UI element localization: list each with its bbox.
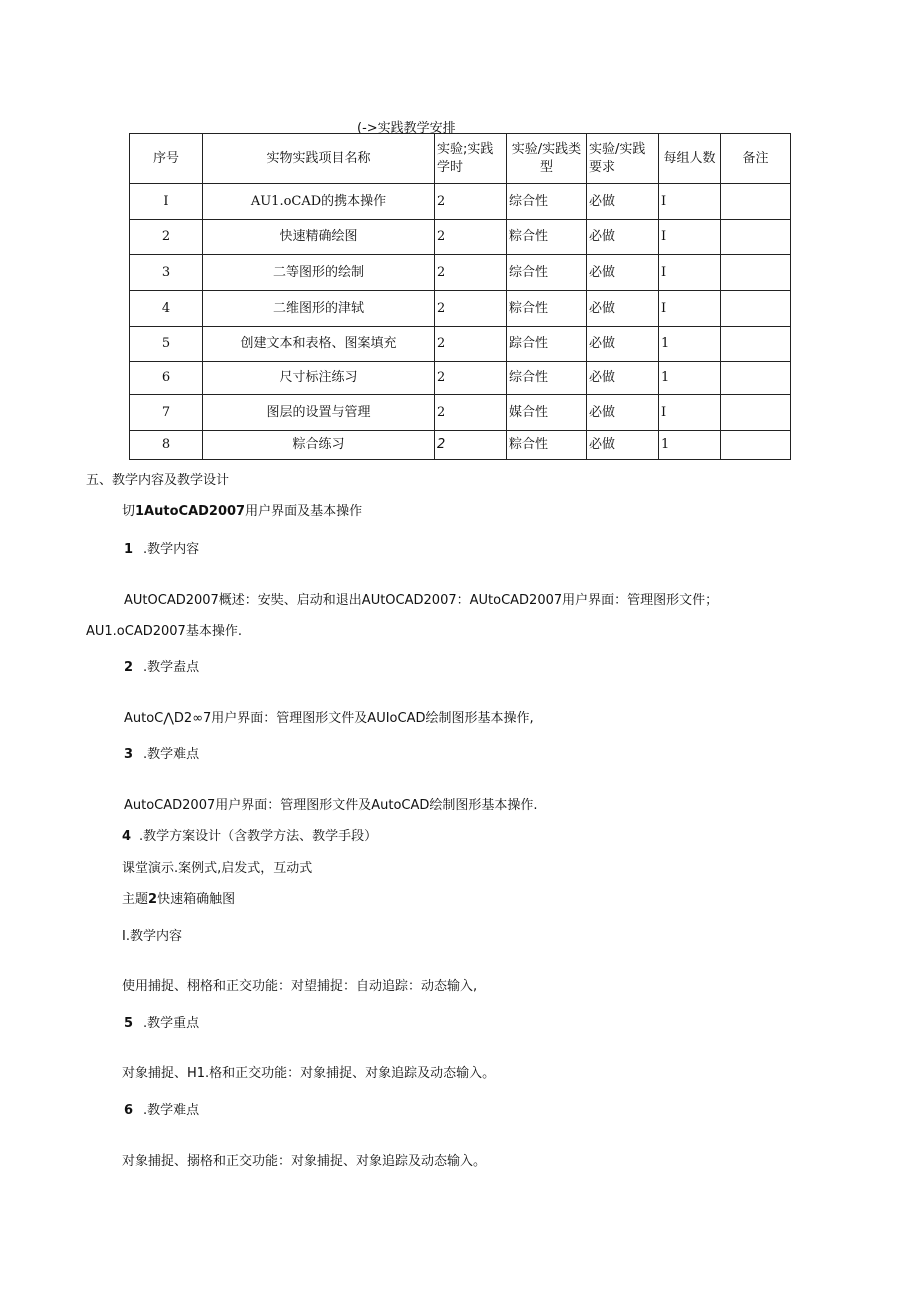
topic1-title-bold: 1AutoCAD2007 (135, 504, 246, 519)
row-remarks (721, 395, 791, 431)
table-header-row (130, 134, 791, 184)
row-requirement: 必做 (587, 184, 659, 220)
topic2-difficulty-num: 6 (124, 1103, 134, 1118)
row-requirement: 必做 (587, 362, 659, 395)
row-remarks (721, 291, 791, 327)
topic1-design-text: 课堂演示.案例式,启发式，互动式 (122, 861, 313, 876)
topic2-key-label: .教学重点 (143, 1016, 200, 1031)
table-caption: (->实践教学安排 (357, 121, 456, 136)
topic1-title (122, 500, 362, 519)
row-index: 4 (130, 291, 203, 327)
header-index: 序号 (130, 134, 203, 184)
row-hours: 2 (435, 431, 507, 460)
topic1-design-label: .教学方案设计（含教学方法、教学手段） (139, 829, 378, 844)
header-requirement: 实验/实践要求 (587, 134, 659, 184)
row-remarks (721, 184, 791, 220)
topic1-title-prefix: 切 (122, 504, 136, 519)
row-group-size: I (659, 255, 721, 291)
row-requirement: 必做 (587, 291, 659, 327)
row-group-size: 1 (659, 431, 721, 460)
row-index: 3 (130, 255, 203, 291)
topic2-difficulty-text: 对象捕捉、搦格和正交功能：对象捕捉、对象追踪及动态输入。 (122, 1154, 487, 1169)
topic2-title-prefix: 主题 (122, 892, 149, 907)
topic1-difficulty-label: .教学难点 (143, 747, 200, 762)
table-row (130, 291, 791, 327)
topic1-key-label: .教学盍点 (143, 660, 200, 675)
row-hours: 2 (435, 327, 507, 362)
topic1-content-num: 1 (124, 542, 134, 557)
topic2-content-heading: I.教学内容 (122, 929, 182, 944)
row-group-size: 1 (659, 327, 721, 362)
header-hours: 实验;实践学时 (435, 134, 507, 184)
row-index: 2 (130, 220, 203, 255)
row-requirement: 必做 (587, 255, 659, 291)
topic2-title-bold: 2 (148, 892, 158, 907)
practice-schedule-table (129, 133, 791, 460)
row-remarks (721, 362, 791, 395)
topic2-title-rest: 快速箱确触图 (157, 892, 236, 907)
table-row (130, 395, 791, 431)
row-requirement: 必做 (587, 220, 659, 255)
row-remarks (721, 431, 791, 460)
row-index: 8 (130, 431, 203, 460)
topic1-difficulty-heading (124, 743, 199, 762)
topic2-key-num: 5 (124, 1016, 134, 1031)
row-hours: 2 (435, 291, 507, 327)
topic1-content-line2: AU1.oCAD2007基本操作. (86, 624, 242, 639)
topic1-difficulty-text: AutoCAD2007用户界面：管理图形文件及AutoCAD绘制图形基本操作. (124, 798, 538, 813)
row-hours: 2 (435, 220, 507, 255)
topic1-title-rest: 用户界面及基本操作 (245, 504, 363, 519)
topic1-content-heading (124, 538, 199, 557)
topic2-difficulty-heading (124, 1099, 199, 1118)
header-type: 实验/实践类型 (507, 134, 587, 184)
row-hours: 2 (435, 362, 507, 395)
topic1-design-heading (122, 825, 377, 844)
topic1-design-num: 4 (122, 829, 132, 844)
row-group-size: I (659, 291, 721, 327)
row-hours: 2 (435, 255, 507, 291)
topic1-content-line1: AUtOCAD2007概述：安奘、启动和退出AUtOCAD2007：AUtoCAD2007用户界面：管理图形文件； (124, 593, 719, 608)
topic1-key-num: 2 (124, 660, 134, 675)
row-remarks (721, 327, 791, 362)
row-remarks (721, 220, 791, 255)
row-group-size: 1 (659, 362, 721, 395)
row-project-name: 创建文本和表格、图案填充 (203, 327, 435, 362)
table-row (130, 431, 791, 460)
row-project-name: 尺寸标注练习 (203, 362, 435, 395)
topic2-key-heading (124, 1012, 199, 1031)
header-remarks: 备注 (721, 134, 791, 184)
header-project-name: 实物实践项目名称 (203, 134, 435, 184)
row-type: 踪合性 (507, 327, 587, 362)
row-index: I (130, 184, 203, 220)
table-row (130, 220, 791, 255)
row-project-name: 图层的设置与管理 (203, 395, 435, 431)
row-group-size: I (659, 184, 721, 220)
topic2-key-text: 对象捕捉、H1.格和正交功能：对象捕捉、对象追踪及动态输入。 (122, 1066, 496, 1081)
row-project-name: 二维图形的津轼 (203, 291, 435, 327)
row-type: 综合性 (507, 255, 587, 291)
topic2-difficulty-label: .教学难点 (143, 1103, 200, 1118)
row-group-size: I (659, 395, 721, 431)
row-requirement: 必做 (587, 327, 659, 362)
header-group-size: 每组人数 (659, 134, 721, 184)
row-project-name: 粽合练习 (203, 431, 435, 460)
row-project-name: AU1.oCAD的携本操作 (203, 184, 435, 220)
row-type: 综合性 (507, 184, 587, 220)
topic1-key-heading (124, 656, 199, 675)
topic1-key-text: AutoC⋀D2∞7用户界面：管理图形文件及AUIoCAD绘制图形基本操作, (124, 711, 534, 726)
topic1-difficulty-num: 3 (124, 747, 134, 762)
table-row (130, 362, 791, 395)
topic2-title (122, 888, 235, 907)
row-type: 媒合性 (507, 395, 587, 431)
row-requirement: 必做 (587, 431, 659, 460)
row-project-name: 快速精确绘图 (203, 220, 435, 255)
row-index: 5 (130, 327, 203, 362)
row-group-size: I (659, 220, 721, 255)
row-remarks (721, 255, 791, 291)
row-index: 6 (130, 362, 203, 395)
row-hours: 2 (435, 395, 507, 431)
row-hours: 2 (435, 184, 507, 220)
topic2-content-text: 使用捕捉、栩格和正交功能：对望捕捉：自动追踪：动态输入, (122, 979, 478, 994)
table-row (130, 255, 791, 291)
row-project-name: 二等图形的绘制 (203, 255, 435, 291)
table-row (130, 327, 791, 362)
row-type: 综合性 (507, 362, 587, 395)
row-type: 粽合性 (507, 220, 587, 255)
row-type: 粽合性 (507, 431, 587, 460)
section-heading: 五、教学内容及教学设计 (86, 473, 230, 488)
row-type: 粽合性 (507, 291, 587, 327)
row-requirement: 必做 (587, 395, 659, 431)
table-row (130, 184, 791, 220)
topic1-content-label: .教学内容 (143, 542, 200, 557)
row-index: 7 (130, 395, 203, 431)
